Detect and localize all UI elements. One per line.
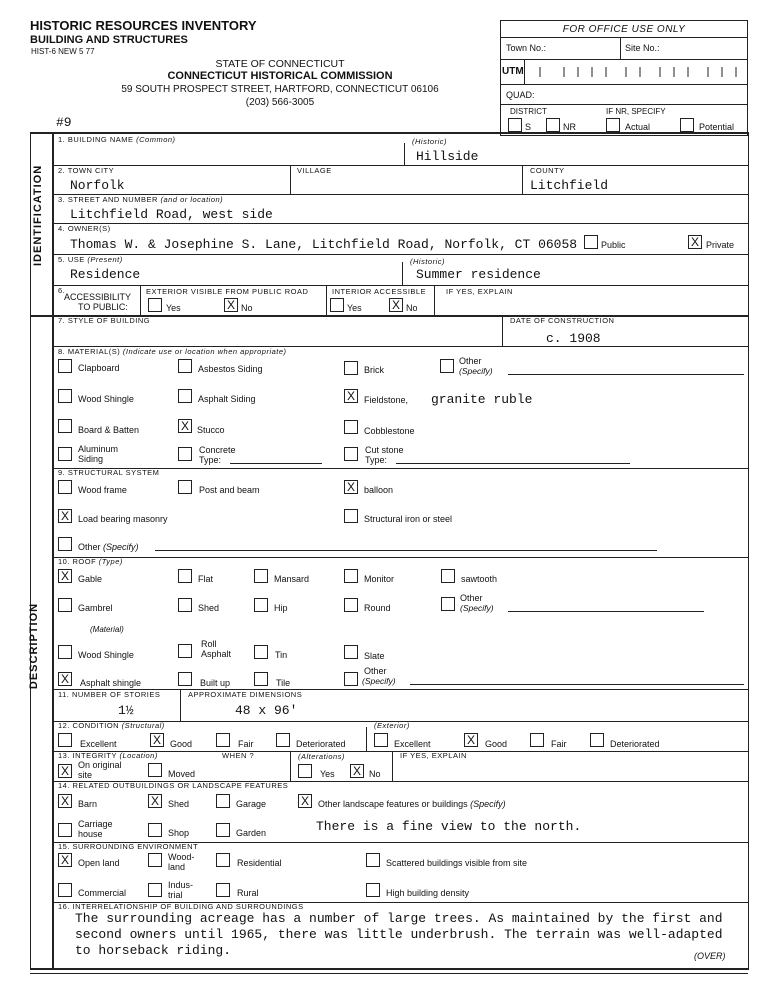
item-number: #9: [56, 115, 72, 130]
stories-value: 1½: [118, 703, 134, 718]
dimensions-value: 48 x 96': [235, 703, 298, 718]
board-batten-label: Board & Batten: [78, 425, 140, 435]
narrative-line-2: second owners until 1965, there was little underbrush. The terrain was well-adapted: [75, 927, 723, 942]
open-land-checkbox[interactable]: X: [58, 853, 72, 867]
board-batten-checkbox[interactable]: [58, 419, 72, 433]
cut-stone-type-label: Type:: [365, 455, 388, 465]
interior-accessible-label: INTERIOR ACCESSIBLE: [332, 287, 427, 296]
quad-label: QUAD:: [506, 90, 535, 100]
asphalt-siding-checkbox[interactable]: [178, 389, 192, 403]
carriage-house-checkbox[interactable]: [58, 823, 72, 837]
asbestos-checkbox[interactable]: [178, 359, 192, 373]
fieldstone-label: Fieldstone,: [364, 395, 409, 405]
structural-iron-checkbox[interactable]: [344, 509, 358, 523]
structural-good-label: Good: [170, 739, 193, 749]
brick-label: Brick: [364, 365, 384, 375]
street-value: Litchfield Road, west side: [70, 207, 273, 222]
mansard-checkbox[interactable]: [254, 569, 268, 583]
roll-asphalt-label: Asphalt: [201, 649, 232, 659]
sawtooth-label: sawtooth: [461, 574, 498, 584]
state-line: STATE OF CONNECTICUT: [215, 58, 345, 70]
shop-checkbox[interactable]: [148, 823, 162, 837]
interior-yes-checkbox[interactable]: [330, 298, 344, 312]
office-use-title: FOR OFFICE USE ONLY: [562, 24, 686, 35]
sawtooth-checkbox[interactable]: [441, 569, 455, 583]
gable-checkbox[interactable]: X: [58, 569, 72, 583]
tile-label: Tile: [276, 678, 291, 688]
alterations-yes-label: Yes: [320, 769, 335, 779]
village-label: VILLAGE: [297, 166, 332, 175]
woodland-label-2: land: [168, 862, 186, 872]
outbuilding-shed-checkbox[interactable]: X: [148, 794, 162, 808]
narrative-line-3: to horseback riding.: [75, 943, 232, 958]
structural-deteriorated-checkbox[interactable]: [276, 733, 290, 747]
fieldstone-checkbox[interactable]: X: [344, 389, 358, 403]
asphalt-shingle-checkbox[interactable]: X: [58, 672, 72, 686]
exterior-yes-label: Yes: [166, 303, 181, 313]
load-bearing-masonry-checkbox[interactable]: X: [58, 509, 72, 523]
moved-checkbox[interactable]: [148, 763, 162, 777]
structural-excellent-checkbox[interactable]: [58, 733, 72, 747]
gable-label: Gable: [78, 574, 103, 584]
environment-label: 15. SURROUNDING ENVIRONMENT: [58, 842, 199, 851]
historic-name-label: (Historic): [412, 137, 447, 146]
gambrel-checkbox[interactable]: [58, 598, 72, 612]
asphalt-siding-label: Asphalt Siding: [198, 394, 256, 404]
asbestos-label: Asbestos Siding: [198, 364, 263, 374]
concrete-label: Concrete: [199, 445, 236, 455]
material-other-label: Other: [459, 356, 482, 366]
style-label: 7. STYLE OF BUILDING: [58, 316, 151, 325]
load-bearing-masonry-label: Load bearing masonry: [78, 514, 168, 524]
structural-fair-checkbox[interactable]: [216, 733, 230, 747]
balloon-label: balloon: [364, 485, 394, 495]
monitor-label: Monitor: [364, 574, 395, 584]
roof-material-specify-label: (Specify): [362, 676, 396, 686]
clapboard-checkbox[interactable]: [58, 359, 72, 373]
form-subtitle: BUILDING AND STRUCTURES: [30, 34, 188, 46]
asphalt-shingle-label: Asphalt shingle: [80, 678, 142, 688]
exterior-visible-label: EXTERIOR VISIBLE FROM PUBLIC ROAD: [146, 287, 309, 296]
built-up-checkbox[interactable]: [178, 672, 192, 686]
use-historic-value: Summer residence: [416, 267, 541, 282]
exterior-excellent-label: Excellent: [394, 739, 431, 749]
stucco-label: Stucco: [197, 425, 225, 435]
exterior-yes-checkbox[interactable]: [148, 298, 162, 312]
roof-wood-shingle-checkbox[interactable]: [58, 645, 72, 659]
form-code: HIST-6 NEW 5 77: [31, 47, 95, 56]
roof-shed-checkbox[interactable]: [178, 598, 192, 612]
high-density-checkbox[interactable]: [366, 883, 380, 897]
interior-yes-label: Yes: [347, 303, 362, 313]
narrative-line-1: The surrounding acreage has a number of large trees. As maintained by the first and: [75, 911, 723, 926]
roof-shed-label: Shed: [198, 603, 220, 613]
structural-system-label: 9. STRUCTURAL SYSTEM: [58, 468, 160, 477]
roof-material-other-checkbox[interactable]: [344, 672, 358, 686]
carriage-label: Carriage: [78, 819, 113, 829]
cut-stone-label: Cut stone: [365, 445, 404, 455]
hip-checkbox[interactable]: [254, 598, 268, 612]
concrete-type-label: Type:: [199, 455, 222, 465]
condition-label: 12. CONDITION (Structural): [58, 721, 165, 730]
district-nr-label: NR: [563, 122, 576, 132]
description-section-label: DESCRIPTION: [28, 602, 40, 690]
district-s-checkbox[interactable]: [508, 118, 522, 132]
roof-other-label: Other: [460, 593, 483, 603]
tin-checkbox[interactable]: [254, 645, 268, 659]
rural-checkbox[interactable]: [216, 883, 230, 897]
if-nr-label: IF NR, SPECIFY: [606, 107, 666, 116]
open-land-label: Open land: [78, 858, 120, 868]
public-checkbox[interactable]: [584, 235, 598, 249]
interior-no-label: No: [406, 303, 418, 313]
accessibility-label-2: TO PUBLIC:: [78, 302, 128, 312]
roof-specify-label: (Specify): [460, 603, 494, 613]
rural-label: Rural: [237, 888, 259, 898]
form-title: HISTORIC RESOURCES INVENTORY: [30, 18, 257, 33]
accessibility-number: 6.: [58, 286, 66, 295]
roof-material-label: (Material): [90, 625, 124, 634]
cobblestone-checkbox[interactable]: [344, 420, 358, 434]
aluminum-label-2: Siding: [78, 454, 104, 464]
post-beam-checkbox[interactable]: [178, 480, 192, 494]
moved-label: Moved: [168, 769, 196, 779]
scattered-buildings-checkbox[interactable]: [366, 853, 380, 867]
town-label: 2. TOWN CITY: [58, 166, 115, 175]
use-present-value: Residence: [70, 267, 141, 282]
integrity-if-yes-label: IF YES, EXPLAIN: [400, 751, 467, 760]
aluminum-checkbox[interactable]: [58, 447, 72, 461]
nr-actual-label: Actual: [625, 122, 651, 132]
shop-label: Shop: [168, 828, 190, 838]
district-nr-checkbox[interactable]: [546, 118, 560, 132]
if-yes-explain-label: IF YES, EXPLAIN: [446, 287, 513, 296]
town-no-label: Town No.:: [506, 43, 547, 53]
utm-grid: [530, 64, 742, 80]
district-s-label: S: [525, 122, 532, 132]
structural-other-label: Other (Specify): [78, 542, 139, 552]
exterior-good-checkbox[interactable]: X: [464, 733, 478, 747]
date-construction-label: DATE OF CONSTRUCTION: [510, 316, 615, 325]
garage-checkbox[interactable]: [216, 794, 230, 808]
integrity-label: 13. INTEGRITY (Location): [58, 751, 158, 760]
outbuildings-note: There is a fine view to the north.: [316, 819, 582, 834]
nr-actual-checkbox[interactable]: [606, 118, 620, 132]
aluminum-label: Aluminum: [78, 444, 119, 454]
wood-shingle-checkbox[interactable]: [58, 389, 72, 403]
round-label: Round: [364, 603, 391, 613]
structural-excellent-label: Excellent: [80, 739, 117, 749]
structural-good-checkbox[interactable]: X: [150, 733, 164, 747]
exterior-fair-checkbox[interactable]: [530, 733, 544, 747]
utm-tick-marks: [530, 64, 742, 80]
commercial-checkbox[interactable]: [58, 883, 72, 897]
owner-label: 4. OWNER(S): [58, 224, 111, 233]
built-up-label: Built up: [200, 678, 231, 688]
on-original-label: On original: [78, 760, 122, 770]
on-original-site-checkbox[interactable]: X: [58, 764, 72, 778]
industrial-checkbox[interactable]: [148, 883, 162, 897]
alterations-yes-checkbox[interactable]: [298, 764, 312, 778]
garden-label: Garden: [236, 828, 267, 838]
other-landscape-label: Other landscape features or buildings (Specify): [318, 799, 506, 809]
fieldstone-value: granite ruble: [431, 392, 533, 407]
carriage-house-label: house: [78, 829, 103, 839]
phone-line: (203) 566-3005: [245, 97, 315, 108]
exterior-deteriorated-checkbox[interactable]: [590, 733, 604, 747]
utm-label: UTM: [502, 66, 524, 77]
slate-checkbox[interactable]: [344, 645, 358, 659]
wood-frame-label: Wood frame: [78, 485, 127, 495]
structural-deteriorated-label: Deteriorated: [296, 739, 346, 749]
public-label: Public: [601, 240, 626, 250]
material-specify-label: (Specify): [459, 366, 493, 376]
condition-exterior-label: (Exterior): [374, 721, 410, 730]
flat-checkbox[interactable]: [178, 569, 192, 583]
clapboard-label: Clapboard: [78, 363, 120, 373]
high-density-label: High building density: [386, 888, 470, 898]
alterations-label: (Alterations): [298, 752, 345, 761]
integrity-when-label: WHEN ?: [222, 751, 255, 760]
cut-stone-checkbox[interactable]: [344, 447, 358, 461]
cobblestone-label: Cobblestone: [364, 426, 415, 436]
interrelationship-label: 16. INTERRELATIONSHIP OF BUILDING AND SURROUNDINGS: [58, 902, 304, 911]
private-checkbox[interactable]: X: [688, 235, 702, 249]
tile-checkbox[interactable]: [254, 672, 268, 686]
private-label: Private: [706, 240, 735, 250]
county-label: COUNTY: [530, 166, 565, 175]
residential-label: Residential: [237, 858, 282, 868]
post-beam-label: Post and beam: [199, 485, 260, 495]
round-checkbox[interactable]: [344, 598, 358, 612]
wood-shingle-label: Wood Shingle: [78, 394, 134, 404]
use-label: 5. USE (Present): [58, 255, 123, 264]
tin-label: Tin: [275, 650, 288, 660]
scattered-buildings-label: Scattered buildings visible from site: [386, 858, 528, 868]
roof-other-checkbox[interactable]: [441, 597, 455, 611]
owner-value: Thomas W. & Josephine S. Lane, Litchfield Road, Norfolk, CT 06058: [70, 237, 578, 252]
address-line: 59 SOUTH PROSPECT STREET, HARTFORD, CONNECTICUT 06106: [121, 84, 439, 95]
stories-label: 11. NUMBER OF STORIES: [58, 690, 161, 699]
commission-line: CONNECTICUT HISTORICAL COMMISSION: [167, 70, 393, 82]
structural-other-checkbox[interactable]: [58, 537, 72, 551]
use-historic-label: (Historic): [410, 257, 445, 266]
accessibility-label: ACCESSIBILITY: [64, 292, 132, 302]
identification-section-label: IDENTIFICATION: [32, 164, 44, 266]
garage-label: Garage: [236, 799, 267, 809]
stucco-checkbox[interactable]: X: [178, 419, 192, 433]
building-name-label: 1. BUILDING NAME (Common): [58, 135, 176, 144]
industrial-label-2: trial: [168, 890, 183, 900]
date-construction-value: c. 1908: [546, 331, 601, 346]
industrial-label: Indus-: [168, 880, 194, 890]
exterior-deteriorated-label: Deteriorated: [610, 739, 660, 749]
residential-checkbox[interactable]: [216, 853, 230, 867]
street-label: 3. STREET AND NUMBER (and or location): [58, 195, 224, 204]
commercial-label: Commercial: [78, 888, 127, 898]
exterior-no-checkbox[interactable]: X: [224, 298, 238, 312]
roof-material-other-label: Other: [364, 666, 387, 676]
nr-potential-label: Potential: [699, 122, 735, 132]
exterior-excellent-checkbox[interactable]: [374, 733, 388, 747]
material-other-checkbox[interactable]: [440, 359, 454, 373]
concrete-checkbox[interactable]: [178, 447, 192, 461]
on-original-site-label: site: [78, 770, 93, 780]
alterations-no-label: No: [369, 769, 381, 779]
hip-label: Hip: [274, 603, 288, 613]
woodland-checkbox[interactable]: [148, 853, 162, 867]
barn-label: Barn: [78, 799, 98, 809]
wood-frame-checkbox[interactable]: [58, 480, 72, 494]
structural-iron-label: Structural iron or steel: [364, 514, 453, 524]
alterations-no-checkbox[interactable]: X: [350, 764, 364, 778]
roof-wood-shingle-label: Wood Shingle: [78, 650, 134, 660]
other-landscape-checkbox[interactable]: X: [298, 794, 312, 808]
district-label: DISTRICT: [510, 107, 547, 116]
materials-label: 8. MATERIAL(S) (Indicate use or location when appropriate): [58, 347, 287, 356]
garden-checkbox[interactable]: [216, 823, 230, 837]
outbuildings-label: 14. RELATED OUTBUILDINGS OR LANDSCAPE FEATURES: [58, 781, 289, 790]
historic-name-value: Hillside: [416, 149, 479, 164]
outbuilding-shed-label: Shed: [168, 799, 190, 809]
site-no-label: Site No.:: [625, 43, 660, 53]
exterior-no-label: No: [241, 303, 253, 313]
slate-label: Slate: [364, 651, 385, 661]
flat-label: Flat: [198, 574, 214, 584]
woodland-label: Wood-: [168, 852, 195, 862]
brick-checkbox[interactable]: [344, 361, 358, 375]
exterior-good-label: Good: [485, 739, 508, 749]
exterior-fair-label: Fair: [551, 739, 567, 749]
gambrel-label: Gambrel: [78, 603, 113, 613]
interior-no-checkbox[interactable]: X: [389, 298, 403, 312]
over-label: (OVER): [694, 951, 726, 961]
roll-label: Roll: [201, 639, 217, 649]
monitor-checkbox[interactable]: [344, 569, 358, 583]
mansard-label: Mansard: [274, 574, 310, 584]
dimensions-label: APPROXIMATE DIMENSIONS: [188, 690, 303, 699]
structural-fair-label: Fair: [238, 739, 254, 749]
balloon-checkbox[interactable]: X: [344, 480, 358, 494]
town-value: Norfolk: [70, 178, 125, 193]
barn-checkbox[interactable]: X: [58, 794, 72, 808]
roof-label: 10. ROOF (Type): [58, 557, 123, 566]
county-value: Litchfield: [530, 178, 609, 193]
roll-asphalt-checkbox[interactable]: [178, 644, 192, 658]
nr-potential-checkbox[interactable]: [680, 118, 694, 132]
